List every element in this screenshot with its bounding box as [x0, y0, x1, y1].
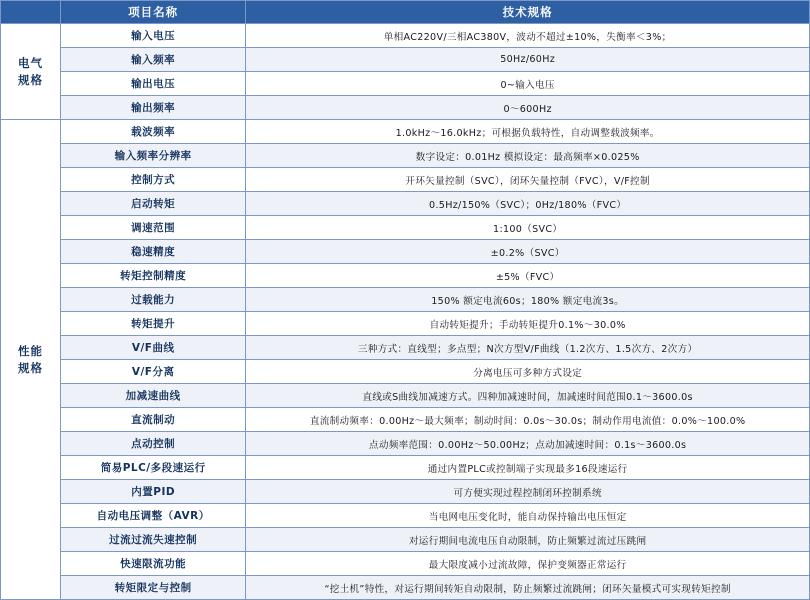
item-name-cell: 简易PLC/多段速运行	[61, 456, 246, 480]
item-name-cell: 过流过流失速控制	[61, 528, 246, 552]
spec-value-cell: 三种方式：直线型；多点型；N次方型V/F曲线（1.2次方、1.5次方、2次方）	[246, 336, 810, 360]
table-row	[1, 192, 810, 216]
spec-value-cell: 开环矢量控制（SVC），闭环矢量控制（FVC），V/F控制	[246, 168, 810, 192]
spec-value-cell: 150% 额定电流60s；180% 额定电流3s。	[246, 288, 810, 312]
spec-value-cell: 分离电压可多种方式设定	[246, 360, 810, 384]
row-group-label: 电气 规格	[1, 24, 61, 120]
item-name-cell: 点动控制	[61, 432, 246, 456]
table-row	[1, 288, 810, 312]
table-row	[1, 168, 810, 192]
spec-value-cell: 1:100（SVC）	[246, 216, 810, 240]
spec-value-cell: 当电网电压变化时，能自动保持输出电压恒定	[246, 504, 810, 528]
spec-value-cell: 0～600Hz	[246, 96, 810, 120]
table-row	[1, 384, 810, 408]
spec-value-cell: ±5%（FVC）	[246, 264, 810, 288]
table-row	[1, 504, 810, 528]
item-name-cell: 输入频率	[61, 48, 246, 72]
item-name-cell: V/F分离	[61, 360, 246, 384]
spec-value-cell: 通过内置PLC或控制端子实现最多16段速运行	[246, 456, 810, 480]
table-row	[1, 216, 810, 240]
spec-value-cell: 点动频率范围：0.00Hz～50.00Hz；点动加减速时间：0.1s～3600.0s	[246, 432, 810, 456]
item-name-cell: 稳速精度	[61, 240, 246, 264]
item-name-cell: 调速范围	[61, 216, 246, 240]
table-row	[1, 360, 810, 384]
table-row	[1, 24, 810, 48]
table-row	[1, 552, 810, 576]
spec-value-cell: 直线或S曲线加减速方式。四种加减速时间，加减速时间范围0.1～3600.0s	[246, 384, 810, 408]
item-name-cell: 转矩限定与控制	[61, 576, 246, 600]
header-item: 项目名称	[61, 1, 246, 24]
table-row	[1, 312, 810, 336]
item-name-cell: 自动电压调整（AVR）	[61, 504, 246, 528]
table-row	[1, 336, 810, 360]
spec-value-cell: 直流制动频率：0.00Hz～最大频率；制动时间：0.0s～30.0s；制动作用电流值：0.0%～100.0%	[246, 408, 810, 432]
table-row	[1, 432, 810, 456]
item-name-cell: 加减速曲线	[61, 384, 246, 408]
item-name-cell: 过载能力	[61, 288, 246, 312]
table-row	[1, 456, 810, 480]
row-group-label: 性能 规格	[1, 120, 61, 600]
item-name-cell: 转矩提升	[61, 312, 246, 336]
spec-value-cell: 1.0kHz～16.0kHz；可根据负载特性，自动调整载波频率。	[246, 120, 810, 144]
table-header	[1, 1, 810, 24]
header-row	[1, 1, 810, 24]
spec-value-cell: 可方便实现过程控制闭环控制系统	[246, 480, 810, 504]
table-body	[1, 24, 810, 600]
table-row	[1, 96, 810, 120]
item-name-cell: 输入电压	[61, 24, 246, 48]
spec-value-cell: 单相AC220V/三相AC380V，波动不超过±10%，失衡率＜3%；	[246, 24, 810, 48]
item-name-cell: 直流制动	[61, 408, 246, 432]
item-name-cell: 载波频率	[61, 120, 246, 144]
spec-value-cell: “挖土机”特性，对运行期间转矩自动限制，防止频繁过流跳闸；闭环矢量模式可实现转矩控制	[246, 576, 810, 600]
header-group	[1, 1, 61, 24]
item-name-cell: 启动转矩	[61, 192, 246, 216]
header-spec: 技术规格	[246, 1, 810, 24]
spec-value-cell: 数字设定：0.01Hz 模拟设定：最高频率×0.025%	[246, 144, 810, 168]
spec-value-cell: 自动转矩提升；手动转矩提升0.1%～30.0%	[246, 312, 810, 336]
spec-value-cell: 0~输入电压	[246, 72, 810, 96]
item-name-cell: 内置PID	[61, 480, 246, 504]
item-name-cell: 输入频率分辨率	[61, 144, 246, 168]
table-row	[1, 48, 810, 72]
item-name-cell: 输出电压	[61, 72, 246, 96]
table-row	[1, 408, 810, 432]
table-row	[1, 576, 810, 600]
table-row	[1, 264, 810, 288]
item-name-cell: 快速限流功能	[61, 552, 246, 576]
table-row	[1, 72, 810, 96]
item-name-cell: 输出频率	[61, 96, 246, 120]
table-row	[1, 240, 810, 264]
spec-value-cell: 0.5Hz/150%（SVC）；0Hz/180%（FVC）	[246, 192, 810, 216]
spec-value-cell: 对运行期间电流电压自动限制，防止频繁过流过压跳闸	[246, 528, 810, 552]
item-name-cell: 转矩控制精度	[61, 264, 246, 288]
item-name-cell: V/F曲线	[61, 336, 246, 360]
spec-value-cell: ±0.2%（SVC）	[246, 240, 810, 264]
spec-value-cell: 50Hz/60Hz	[246, 48, 810, 72]
spec-value-cell: 最大限度减小过流故障，保护变频器正常运行	[246, 552, 810, 576]
table-row	[1, 480, 810, 504]
item-name-cell: 控制方式	[61, 168, 246, 192]
table-row	[1, 144, 810, 168]
table-row	[1, 120, 810, 144]
table-row	[1, 528, 810, 552]
